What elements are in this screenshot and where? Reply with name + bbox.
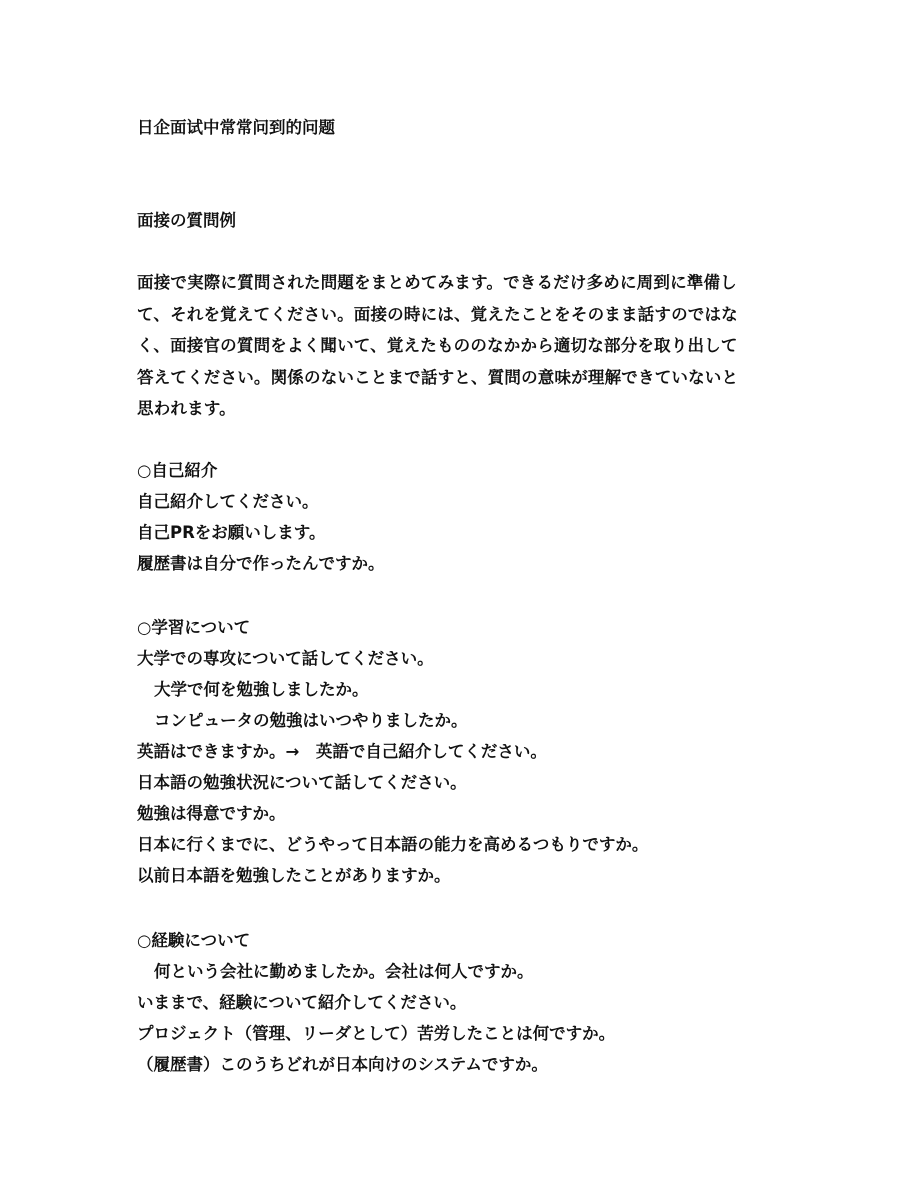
intro-line: 面接で実際に質問された問題をまとめてみます。できるだけ多めに周到に準備し xyxy=(137,273,737,292)
document-title: 日企面试中常常问到的问题 xyxy=(137,118,335,137)
intro-line: て、それを覚えてください。面接の時には、覚えたことをそのまま話すのではな xyxy=(137,304,738,324)
section-experience xyxy=(137,925,615,1080)
intro-line: 思われます。 xyxy=(137,399,236,419)
section-self-introduction xyxy=(137,455,385,579)
intro-paragraph xyxy=(137,267,793,425)
intro-line: く、面接官の質問をよく聞いて、覚えたもののなかから適切な部分を取り出して xyxy=(137,336,738,356)
question-item: 大学での専攻について話してください。 xyxy=(137,649,434,668)
question-item: 勉強は得意ですか。 xyxy=(137,804,286,823)
question-item: 大学で何を勉強しましたか。 xyxy=(154,680,369,699)
question-item: いままで、経験について紹介してください。 xyxy=(137,993,467,1012)
subsection-heading: ○経験について xyxy=(137,931,251,950)
question-item: 英語はできますか。→ 英語で自己紹介してください。 xyxy=(137,742,547,761)
question-item: 自己紹介してください。 xyxy=(137,492,319,511)
subsection-heading: ○自己紹介 xyxy=(137,461,218,480)
question-item: コンピュータの勉強はいつやりましたか。 xyxy=(154,711,468,730)
question-item: プロジェクト（管理、リーダとして）苦労したことは何ですか。 xyxy=(137,1024,616,1043)
question-item: 何という会社に勤めましたか。会社は何人ですか。 xyxy=(154,962,534,981)
intro-line: 答えてください。関係のないことまで話すと、質問の意味が理解できていないと xyxy=(137,367,739,387)
section-study xyxy=(137,612,648,891)
subsection-heading: ○学習について xyxy=(137,618,251,637)
section-heading: 面接の質問例 xyxy=(137,211,236,230)
question-item: 日本に行くまでに、どうやって日本語の能力を高めるつもりですか。 xyxy=(137,835,649,854)
question-item: （履歴書）このうちどれが日本向けのシステムですか。 xyxy=(137,1055,548,1074)
question-item: 自己PRをお願いします。 xyxy=(137,523,326,542)
question-item: 履歴書は自分で作ったんですか。 xyxy=(137,554,385,573)
question-item: 日本語の勉強状況について話してください。 xyxy=(137,773,467,792)
question-item: 以前日本語を勉強したことがありますか。 xyxy=(137,866,451,885)
